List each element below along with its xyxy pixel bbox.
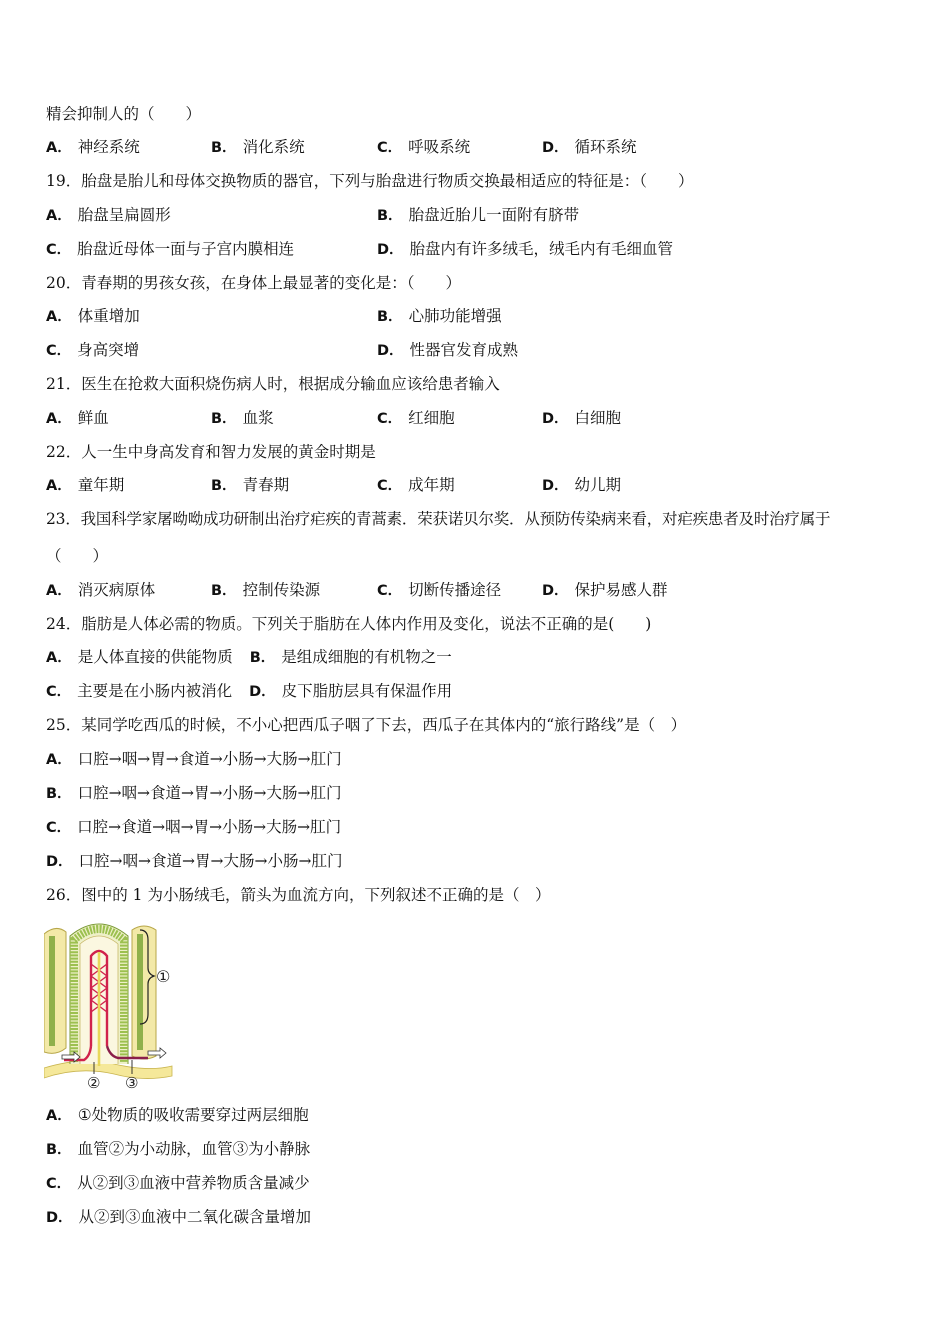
question-23-bracket: （ ） bbox=[46, 547, 109, 565]
option-c: C． 呼吸系统 bbox=[377, 138, 471, 156]
question-23-options bbox=[46, 580, 926, 600]
label-one: ① bbox=[156, 967, 171, 986]
question-26-option-b: B． 血管②为小动脉，血管③为小静脉 bbox=[46, 1140, 311, 1158]
option-b: B． 心肺功能增强 bbox=[377, 307, 502, 325]
option-d: D． 胎盘内有许多绒毛，绒毛内有毛细血管 bbox=[377, 240, 674, 258]
right-villus bbox=[132, 926, 156, 1059]
option-d: D． 白细胞 bbox=[542, 409, 622, 427]
question-25-option-b: B． 口腔→咽→食道→胃→小肠→大肠→肛门 bbox=[46, 784, 342, 802]
option-a: A． 童年期 bbox=[46, 476, 125, 494]
question-20: 20．青春期的男孩女孩，在身体上最显著的变化是：（ ） bbox=[46, 274, 461, 292]
option-a: A． 胎盘呈扁圆形 bbox=[46, 206, 171, 224]
option-d: D． 皮下脂肪层具有保温作用 bbox=[249, 682, 453, 700]
question-26: 26．图中的 1 为小肠绒毛，箭头为血流方向，下列叙述不正确的是（ ） bbox=[46, 886, 551, 904]
option-d: D． 保护易感人群 bbox=[542, 581, 668, 599]
question-24-options-ab bbox=[46, 647, 452, 668]
option-b: B． 消化系统 bbox=[211, 138, 305, 156]
option-d: D． 性器官发育成熟 bbox=[377, 341, 519, 359]
question-18-tail: 精会抑制人的（ ） bbox=[46, 105, 202, 123]
question-20-options-cd bbox=[46, 340, 926, 360]
question-22-options bbox=[46, 475, 926, 495]
option-b: B． 控制传染源 bbox=[211, 581, 321, 599]
option-a: A． 体重增加 bbox=[46, 307, 140, 325]
question-24: 24．脂肪是人体必需的物质。下列关于脂肪在人体内作用及变化，说法不正确的是( ) bbox=[46, 615, 652, 633]
question-21-options bbox=[46, 408, 926, 428]
label-three: ③ bbox=[125, 1074, 139, 1092]
option-a: A． 神经系统 bbox=[46, 138, 140, 156]
option-b: B． 血浆 bbox=[211, 409, 274, 427]
option-b: B． 青春期 bbox=[211, 476, 290, 494]
question-22: 22．人一生中身高发育和智力发展的黄金时期是 bbox=[46, 443, 376, 461]
option-a: A． 是人体直接的供能物质 bbox=[46, 648, 233, 666]
question-25-option-a: A． 口腔→咽→胃→食道→小肠→大肠→肛门 bbox=[46, 750, 342, 768]
option-d: D． 循环系统 bbox=[542, 138, 637, 156]
option-b: B． 是组成细胞的有机物之一 bbox=[249, 648, 452, 666]
question-19-options-cd bbox=[46, 239, 926, 259]
option-a: A． 消灭病原体 bbox=[46, 581, 156, 599]
question-19: 19．胎盘是胎儿和母体交换物质的器官，下列与胎盘进行物质交换最相适应的特征是：（ ） bbox=[46, 172, 694, 190]
question-25-option-d: D． 口腔→咽→食道→胃→大肠→小肠→肛门 bbox=[46, 852, 343, 870]
question-20-options-ab bbox=[46, 306, 926, 326]
label-two: ② bbox=[87, 1074, 101, 1092]
intestinal-villus-figure bbox=[44, 916, 184, 1092]
question-18-options bbox=[46, 137, 926, 157]
option-c: C． 红细胞 bbox=[377, 409, 455, 427]
option-c: C． 切断传播途径 bbox=[377, 581, 502, 599]
question-24-options-cd bbox=[46, 681, 452, 702]
option-a: A． 鲜血 bbox=[46, 409, 109, 427]
question-21: 21．医生在抢救大面积烧伤病人时，根据成分输血应该给患者输入 bbox=[46, 375, 500, 393]
question-25-option-c: C． 口腔→食道→咽→胃→小肠→大肠→肛门 bbox=[46, 818, 342, 836]
question-26-option-c: C． 从②到③血液中营养物质含量减少 bbox=[46, 1174, 310, 1192]
question-23: 23．我国科学家屠呦呦成功研制出治疗疟疾的青蒿素．荣获诺贝尔奖．从预防传染病来看，对疟疾患者及时治疗属于 bbox=[46, 510, 831, 528]
option-d: D． 幼儿期 bbox=[542, 476, 622, 494]
question-19-options-ab bbox=[46, 205, 926, 225]
option-c: C． 成年期 bbox=[377, 476, 455, 494]
option-c: C． 主要是在小肠内被消化 bbox=[46, 682, 233, 700]
question-25: 25．某同学吃西瓜的时候，不小心把西瓜子咽了下去，西瓜子在其体内的“旅行路线”是（ ） bbox=[46, 716, 687, 734]
question-26-option-d: D． 从②到③血液中二氧化碳含量增加 bbox=[46, 1208, 312, 1226]
option-c: C． 胎盘近母体一面与子宫内膜相连 bbox=[46, 240, 295, 258]
option-c: C． 身高突增 bbox=[46, 341, 140, 359]
question-26-option-a: A． ①处物质的吸收需要穿过两层细胞 bbox=[46, 1106, 309, 1124]
option-b: B． 胎盘近胎儿一面附有脐带 bbox=[377, 206, 580, 224]
